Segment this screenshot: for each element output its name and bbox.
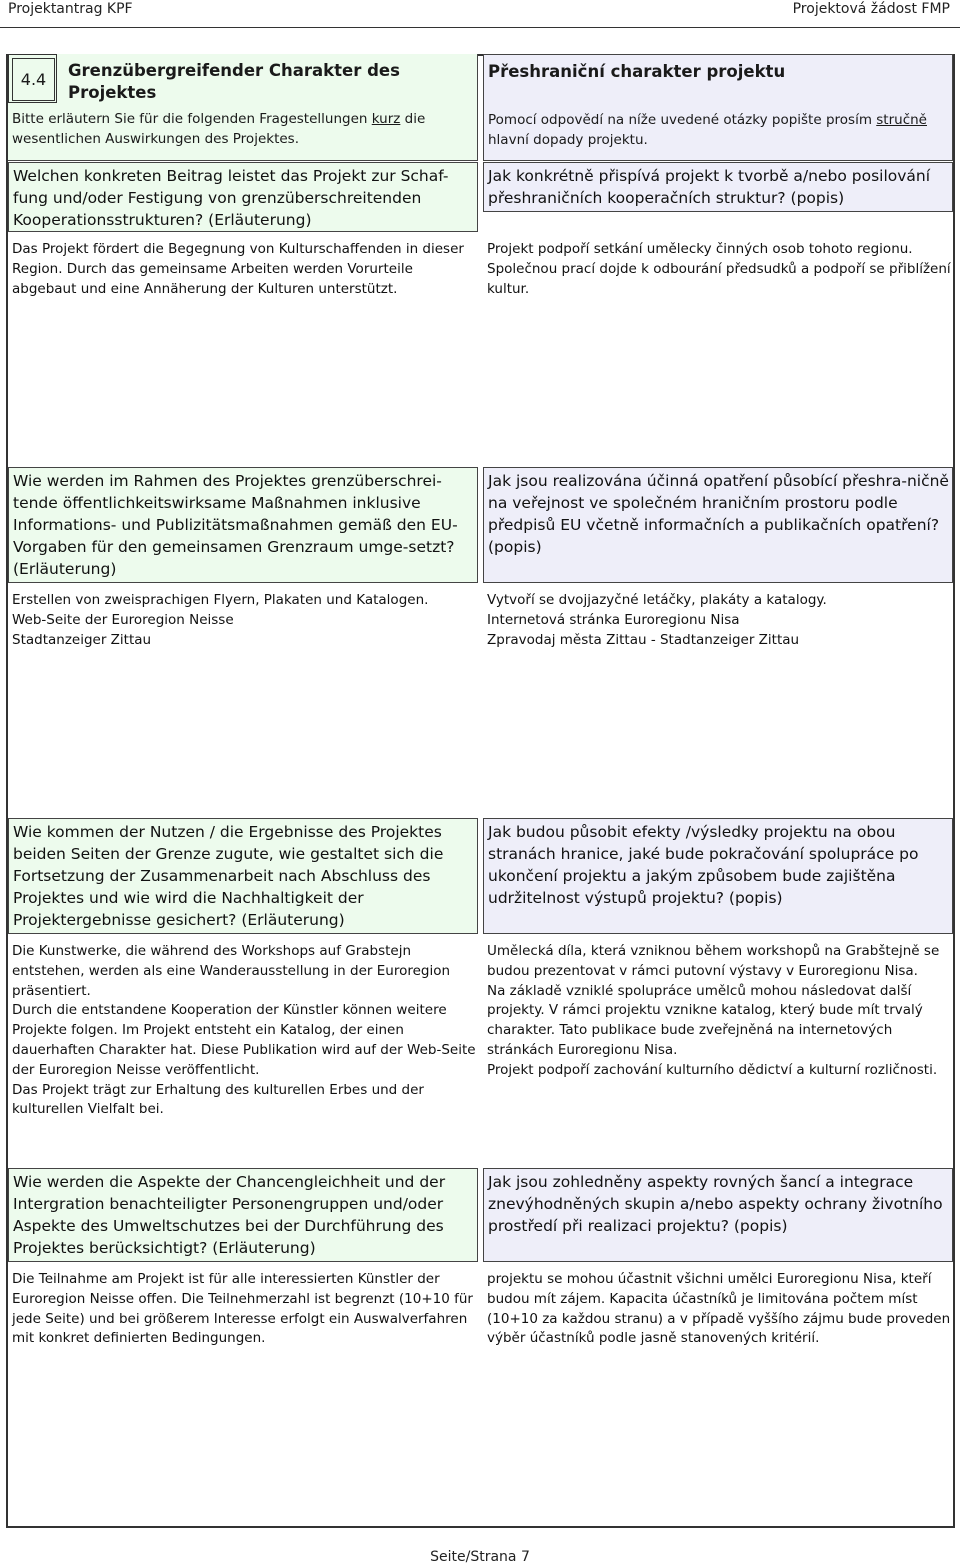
row-de xyxy=(8,162,478,299)
page-footer: Seite/Strana 7 xyxy=(430,1549,530,1565)
header-right: Projektová žádost FMP xyxy=(792,1,950,17)
row-de xyxy=(8,467,478,650)
question-de xyxy=(8,467,478,583)
section-number-frame xyxy=(8,54,57,103)
question-text-de: Welchen konkreten Beitrag leistet das Projekt zur Schaf-fung und/oder Festigung von grenzüberschreitenden Kooperationsstrukturen? (Erläuterung) xyxy=(13,167,449,229)
question-text-cz: Jak jsou realizována účinná opatření působící přeshra-ničně na veřejnost ve společném hraničním prostoru podle předpisů EU včetně informačních a publikačních opatření? (popis) xyxy=(488,472,949,556)
row-cz xyxy=(483,818,953,1081)
intro-cz-panel xyxy=(483,54,953,161)
question-text-de: Wie werden die Aspekte der Chancengleichheit und der Intergration benachteiligter Personengruppen und/oder Aspekte des Umweltschutzes bei der Durchführung des Projektes berücksichtigt? (Erläuterung) xyxy=(13,1173,446,1257)
header-rule xyxy=(0,27,960,28)
answer-cz: Umělecká díla, která vzniknou během workshopů na Grabštejně se budou prezentovat v rámci putovní výstavy v Euroregionu Nisa. Na základě vzniklé spolupráce umělců mohou následovat další projekty. V rámci projektu vznikne katalog, který bude mít trvalý charakter. Tato publikace bude zveřejněná na internetových stránkách Euroregionu Nisa. Projekt podpoří zachování kulturního dědictví a kulturní rozličnosti. xyxy=(487,943,940,1078)
answer-de: Die Kunstwerke, die während des Workshops auf Grabstejn entstehen, werden als eine Wanderausstellung in der Euroregion präsentiert. Durch die entstandene Kooperation der Künstler können weitere Projekte folgen. Im Projekt entsteht ein Katalog, der einen dauerhaften Charakter hat. Diese Publikation wird auf der Web-Seite der Euroregion Neisse veröffentlicht. Das Projekt trägt zur Erhaltung des kulturellen Erbes und der kulturellen Vielfalt bei. xyxy=(12,943,476,1118)
question-de xyxy=(8,162,478,232)
question-text-cz: Jak konkrétně přispívá projekt k tvorbě a/nebo posilování přeshraničních kooperačních struktur? (popis) xyxy=(488,167,931,207)
row-de xyxy=(8,818,478,1120)
section-header xyxy=(8,54,953,169)
row-de xyxy=(8,1168,478,1349)
intro-emph-cz: stručně xyxy=(876,112,927,128)
answer-de: Erstellen von zweisprachigen Flyern, Plakaten und Katalogen. Web-Seite der Euroregion Neisse Stadtanzeiger Zittau xyxy=(12,592,429,648)
answer-cz: projektu se mohou účastnit všichni umělci Euroregionu Nisa, kteří budou mít zájem. Kapacita účastníků je limitována počtem míst (10+10 za každou stranu) a v případě vyššího zájmu bude proveden výběr účastníků podle jasně stanovených kritérií. xyxy=(487,1271,951,1347)
answer-de: Die Teilnahme am Projekt ist für alle interessierten Künstler der Euroregion Neisse offen. Die Teilnehmerzahl ist begrenzt (10+10 für jede Seite) und bei größerem Interesse erfolgt ein Auswalverfahren mit konkret definierten Bedingungen. xyxy=(12,1271,473,1347)
row-cz xyxy=(483,1168,953,1349)
intro-emph-de: kurz xyxy=(371,111,401,127)
question-text-de: Wie kommen der Nutzen / die Ergebnisse des Projektes beiden Seiten der Grenze zugute, wie gestaltet sich die Fortsetzung der Zusammenarbeit nach Abschluss des Projektes und wie wird die Nachhaltigkeit der Projektergebnisse gesichert? (Erläuterung) xyxy=(13,823,444,929)
intro-text-de: Bitte erläutern Sie für die folgenden Fragestellungen kurz die wesentlichen Auswirkungen des Projektes. xyxy=(12,111,426,147)
question-cz xyxy=(483,162,953,212)
question-de xyxy=(8,818,478,934)
question-de xyxy=(8,1168,478,1262)
row-cz xyxy=(483,162,953,299)
answer-cz: Projekt podpoří setkání umělecky činných osob tohoto regionu. Společnou prací dojde k odbourání předsudků a podpoří se přiblížení kultur. xyxy=(487,241,951,297)
question-cz xyxy=(483,818,953,934)
intro-de-panel xyxy=(8,54,478,161)
question-cz xyxy=(483,467,953,583)
section-number: 4.4 xyxy=(12,58,55,101)
answer-cz: Vytvoří se dvojjazyčné letáčky, plakáty a katalogy. Internetová stránka Euroregionu Nisa Zpravodaj města Zittau - Stadtanzeiger Zittau xyxy=(487,592,827,648)
row-cz xyxy=(483,467,953,650)
answer-de: Das Projekt fördert die Begegnung von Kulturschaffenden in dieser Region. Durch das gemeinsame Arbeiten werden Vorurteile abgebaut und eine Annäherung der Kulturen unterstützt. xyxy=(12,241,464,297)
intro-text-cz: Pomocí odpovědí na níže uvedené otázky popište prosím stručně hlavní dopady projektu. xyxy=(488,112,927,148)
header-left: Projektantrag KPF xyxy=(8,1,133,17)
section-title-de: Grenzübergreifender Charakter des Projektes xyxy=(68,61,400,102)
question-cz xyxy=(483,1168,953,1262)
section-title-cz: Přeshraniční charakter projektu xyxy=(488,62,786,81)
question-text-cz: Jak budou působit efekty /výsledky projektu na obou stranách hranice, jaké bude pokračování spolupráce po ukončení projektu a jakým způsobem bude zajištěna udržitelnost výstupů projektu? (popis) xyxy=(488,823,919,907)
question-text-cz: Jak jsou zohledněny aspekty rovných šancí a integrace znevýhodněných skupin a/nebo aspekty ochrany životního prostředí při realizaci projektu? (popis) xyxy=(488,1173,943,1235)
question-text-de: Wie werden im Rahmen des Projektes grenzüberschrei-tende öffentlichkeitswirksame Maßnahmen inklusive Informations- und Publizitätsmaßnahmen gemäß den EU-Vorgaben für den gemeinsamen Grenzraum umge-setzt? (Erläuterung) xyxy=(13,472,458,578)
